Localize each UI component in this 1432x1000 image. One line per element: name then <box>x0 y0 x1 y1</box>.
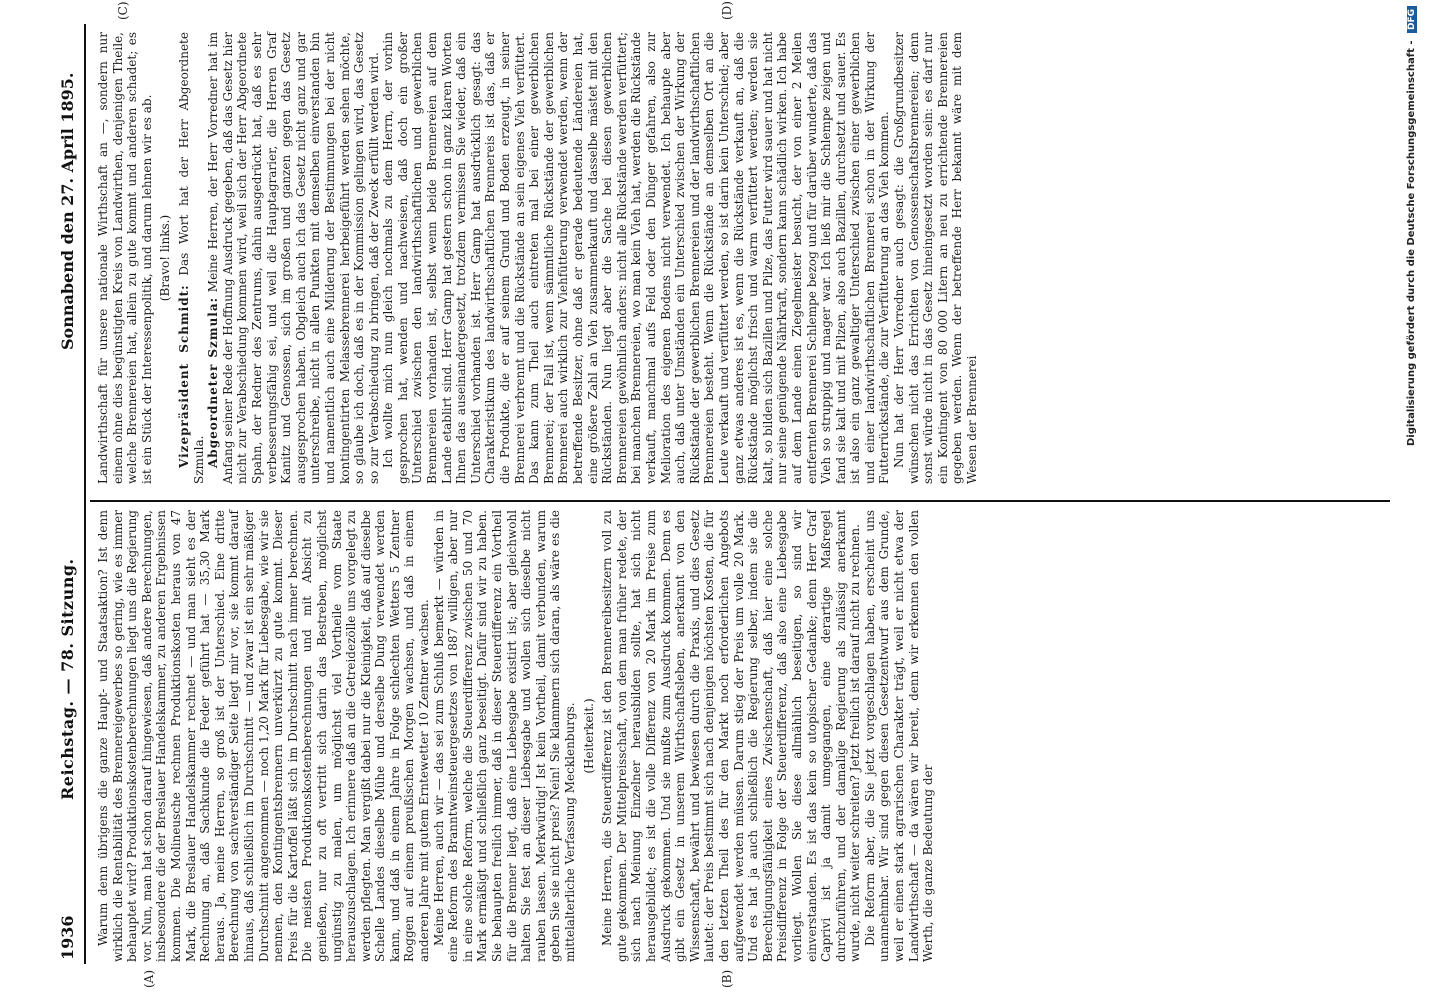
paragraph: Warum denn übrigens die ganze Haupt- und Staatsaktion? Ist denn wirklich die Rentabilität des Brennereigewerbes so gering, wie es immer behauptet wird? Produktionskostenberechnungen liegt uns die Regierung vor. Nun, man hat schon darauf hingewiesen, daß andere Berechnungen, insbesondere die der Breslauer Handelskammer, zu anderen Ergebnissen kommen. Die Molineusche rechnen Produktionskosten heraus von 47 Mark, die Breslauer Handelskammer rechnet — und man sieht es der Rechnung an, daß Sachkunde die Feder geführt hat — 35,30 Mark heraus. Ja, meine Herren, so groß ist der Unterschied. Eine dritte Berechnung von sachverständiger Seite liegt mir vor, sie kommt darauf hinaus, daß schließlich im Durchschnitt — und zwar ist ein sehr mäßiger Durchschnitt angenommen — noch 1,20 Mark für Liebesgabe, wie wir sie nennen, den Kontingentsbrennern unverkürzt zu gute kommt. Dieser Preis für die Kartoffel läßt sich im Durchschnitt nach immer berechnen. Die meisten Produktionskostenberechnungen und mit Absicht zu genießen, nur zu oft vertritt sich darin das Bestreben, möglichst ungünstig zu malen, um möglichst viel Vortheile vom Staate herauszuschlagen. Ich erinnere daß an die Getreidezölle uns vorgelegt zu werden pflegten. Man vergißt dabei nur die Kleinigkeit, daß auf dieselbe Schelle Landes dieselbe Mühe und derselbe Dung verwendet werden kann, und daß in einem Jahre in Folge schlechten Wetters 5 Zentner Roggen auf einem preußischen Morgen wachsen, und daß in einem anderen Jahre mit gutem Erntewetter 10 Zentner wachsen. <box>96 510 432 962</box>
paragraph: Meine Herren, die Steuerdifferenz ist den Brennereibesitzern voll zu gute gekommen. Der Mittelpreisschaft, von dem man früher redete, der sich nach Meinung Einzelner herausbilden sollte, hat sich nicht herausgebildet; es ist die volle Differenz von 20 Mark im Preise zum Ausdruck gekommen. Und sie mußte zum Ausdruck kommen. Denn es gibt ein Gesetz in unserem Wirthschaftsleben, anerkannt von den Wissenschaft, bewährt und bewiesen durch die Praxis, und dies Gesetz lautet: der Preis bestimmt sich nach denjenigen höchsten Kosten, die für den letzten Theil des für den Markt noch erforderlichen Angebots aufgewendet werden müssen. Darum stieg der Preis um volle 20 Mark. Und es hat ja auch schließlich die Regierung selber, indem sie die Berechtigungsfähigkeit eines Zwischenschaft, daß hier eine solche Preisdifferenz in Folge der Steuerdifferenz, daß also eine Liebesgabe vorliegt. Wollen Sie diese allmählich beseitigen, so sind wir einverstanden. Es ist das kein so utopischer Gedanke; denn Herr Graf Caprivi ist ja damit umgegangen, eine derartige Maßregel durchzuführen, und der damalige Regierung als zulässig anerkannt wurde, nicht weiter schreiten? Jetzt freilich ist darauf nicht zu rechnen. <box>600 510 863 962</box>
credit-text: Digitalisierung gefördert durch die Deutsche Forschungsgemeinschaft - <box>1406 40 1417 447</box>
session-date: Sonnabend den 27. April 1895. <box>58 72 77 350</box>
margin-marker-d: (D) <box>720 1 734 20</box>
right-column <box>96 32 980 484</box>
session-title: Reichstag. — 78. Sitzung. <box>58 558 77 800</box>
dfg-logo: DFG <box>1407 6 1417 33</box>
left-column <box>96 510 936 962</box>
interjection: (Bravo! links.) <box>158 214 173 302</box>
interjection: (Heiterkeit.) <box>581 698 596 774</box>
speaker-name: Vizepräsident Schmidt: <box>176 284 191 468</box>
paragraph: Landwirthschaft für unsere nationale Wirthschaft an —, sondern nur einem ohne dies begünstigten Kreis von Landwirthen, denjenigen Theile, welche Brennereien hat, allein zu gute kommt und anderen schadet; es ist ein Stück der Interessenpolitik, und darum lehnen wir es ab. <box>96 32 154 484</box>
paragraph: Ich wollte mich nun gleich nochmals zu dem Herrn, der vorhin gesprochen hat, wenden und nachweisen, daß doch ein großer Unterschied zwischen den landwirthschaftlichen und gewerblichen Brennereien vorhanden ist, selbst wenn beide Brennereien auf dem Lande etablirt sind. Herr Gamp hat gestern schon in ganz klaren Worten Ihnen das auseinandergesetzt, trotzdem vermissen Sie wieder, daß ein Unterschied vorhanden ist. Herr Gamp hat ausdrücklich gesagt: das Charakteristikum des landwirthschaftlichen Brennereis ist das, daß er die Produkte, die er auf seinem Grund und Boden erzeugt, in seiner Brennerei verbrennt und die Rückstände an sein eigenes Vieh verfüttert. Das kann zum Theil auch eintreten mal bei einer gewerblichen Brennerei; der Fall ist, wenn sämmtliche Rückstände der gewerblichen Brennerei auch wirklich zur Viehfütterung verwendet werden, wenn der betreffende Besitzer, ohne daß er gerade bedeutende Ländereien hat, eine größere Zahl an Vieh zusammenkauft und dasselbe mästet mit den Rückständen. Nun liegt aber die Sache bei diesen gewerblichen Brennereien gewöhnlich anders: nicht alle Rückstände werden verfüttert; bei manchen Brennereien, wo man kein Vieh hat, werden die Rückstände verkauft, manchmal aufs Feld oder den Dünger gefahren, also zur Melioration des eigenen Bodens nicht verwendet. Ich behaupte aber auch, daß unter Umständen ein Unterschied zwischen der Wirkung der Rückstände der gewerblichen Brennereien und der landwirthschaftlichen Brennereien besteht. Wenn die Rückstände an demselben Ort an die Leute verkauft und verfüttert werden, so ist darin kein Unterschied; aber ganz etwas anderes ist es, wenn die Rückstände verkauft an, daß die Rückstände möglichst frisch und warm verfüttert werden; werden sie kalt, so bilden sich Bazillen und Pilze, das Futter wird sauer und hat nicht nur seine genügende Nährkraft, sondern kann schädlich wirken. Ich habe auf dem Lande einen Ziegelmeister besucht, der von einer 2 Meilen entfernten Brennerei Schlempe bezog und für darüber wunderte, daß das Vieh so struppig und mager war. Ich ließ mir die Schlempe zeigen und fand sie kalt und mit Pilzen, also auch Bazillen, durchsetzt und sauer. Es ist also ein ganz gewaltiger Unterschied zwischen einer gewerblichen und einer landwirthschaftlichen Brennerei schon in der Wirkung der Futterrückstände, die zur Verfütterung an das Vieh kommen. <box>381 32 892 484</box>
header-rule <box>84 24 86 964</box>
speech-text: Meine Herren, der Herr Vorredner hat im Anfang seiner Rede der Hoffnung Ausdruck gegeben, daß das Gesetz hier nicht zur Verabschiedung kommen wird, weil sich der Herr Abgeordnete Spahn, der Redner des Zentrums, dahin ausgedrückt hat, daß es sehr verbesserungsfähig sei, und weil die Hauptagrarier, die Herren Graf Kanitz und Genossen, sich im großen und ganzen gegen das Gesetz ausgesprochen haben. Obgleich auch ich das Gesetz nicht ganz und gar unterschreibe, nicht in allen Punkten mit demselben einverstanden bin und namentlich auch eine Milderung der Bestimmungen bei der nicht kontingentirten Melassebrennerei herbeigeführt werden sehen möchte, so glaube ich doch, daß es in der Kommission gelingen wird, das Gesetz so zur Verabschiedung zu bringen, daß der Zweck erfüllt werden wird. <box>206 32 381 484</box>
paragraph: Die Reform aber, die Sie jetzt vorgeschlagen haben, erscheint uns unannehmbar. Wir sind gegen diesen Gesetzentwurf aus dem Grunde, weil er einen stark agrarischen Charakter trägt, weil er nicht etwa der Landwirthschaft — da wären wir bereit, denn wir erkennen den vollen Werth, die ganze Bedeutung der <box>862 510 936 962</box>
page-header <box>58 30 80 960</box>
speaker-paragraph <box>206 32 381 484</box>
paragraph: Meine Herren, auch wir — das sei zum Schluß bemerkt — würden in eine Reform des Branntweinsteuergesetzes von 1887 willigen, aber nur in eine solche Reform, welche die Steuerdifferenz zwischen 50 und 70 Mark ermäßigt und schließlich ganz beseitigt. Dafür sind wir zu haben. Sie behaupten freilich immer, daß in dieser Steuerdifferenz ein Vortheil für die Brenner liegt, daß eine Liebesgabe existirt ist; aber gleichwohl halten Sie fest an dieser Liebesgabe und wollen sich dieselbe nicht rauben lassen. Merkwürdig! Ist kein Vortheil, damit verbunden, warum geben Sie sie nicht preis? Nein! Sie klammern sich daran, als wäre es die mittelalterliche Verfassung Mecklenburgs. <box>431 510 577 962</box>
margin-marker-c: (C) <box>116 1 130 20</box>
digitization-credit <box>1406 6 1417 446</box>
digitization-footer <box>1404 0 1424 1000</box>
speaker-name: Abgeordneter Szmula: <box>206 296 221 468</box>
speech-text: Das Wort hat der Herr Abgeordnete Szmula. <box>176 32 206 484</box>
paragraph: Nun hat der Herr Vorredner auch gesagt: die Großgrundbesitzer wünschen nicht das Errichten von Genossenschaftsbrennereien; denn sonst würde nicht in das Gesetz hineingesetzt worden sein: es darf nur ein Kontingent von 80 000 Litern an neu zu errichtende Brennereien gegeben werden. Wenn der betreffende Herr bekannt wäre mit dem Wesen der Brennerei <box>892 32 980 484</box>
margin-marker-a: (A) <box>142 969 156 988</box>
column-divider <box>90 500 1390 502</box>
speaker-paragraph <box>177 32 206 484</box>
page-number: 1936 <box>58 915 77 960</box>
margin-marker-b: (B) <box>720 969 734 988</box>
